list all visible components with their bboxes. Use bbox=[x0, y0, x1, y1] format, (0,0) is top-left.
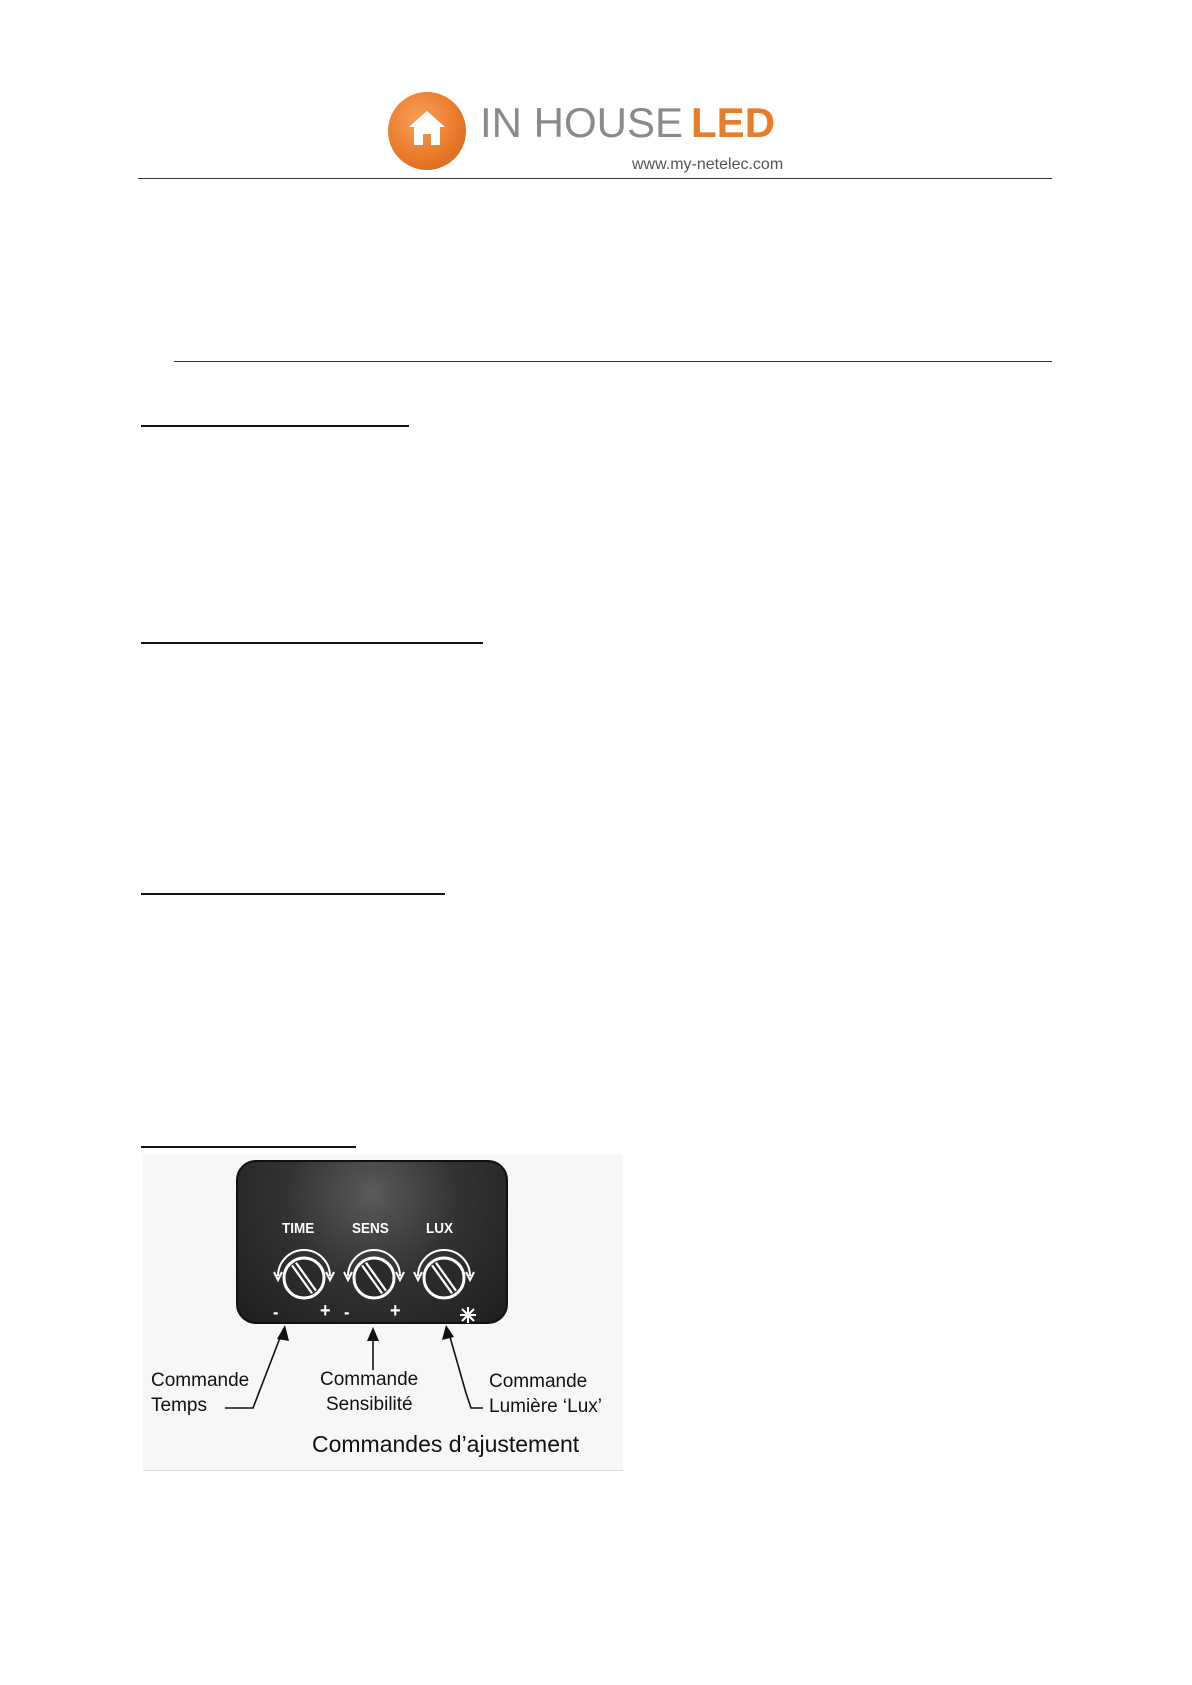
section-underline-4 bbox=[141, 1146, 356, 1148]
callout-time-line2: Temps bbox=[151, 1395, 207, 1416]
callout-sens-line2: Sensibilité bbox=[326, 1394, 413, 1415]
header-divider bbox=[138, 178, 1052, 179]
callout-lux bbox=[489, 1369, 602, 1419]
time-plus-sign: + bbox=[320, 1300, 331, 1322]
knob-label-sens: SENS bbox=[352, 1220, 389, 1237]
figure-caption: Commandes d’ajustement bbox=[312, 1431, 580, 1457]
callout-sens bbox=[320, 1367, 418, 1417]
title-divider bbox=[174, 361, 1052, 362]
callout-time bbox=[151, 1368, 249, 1418]
callout-lux-line2: Lumière ‘Lux’ bbox=[489, 1396, 602, 1417]
logo-url: www.my-netelec.com bbox=[632, 156, 784, 173]
sens-plus-sign: + bbox=[390, 1300, 401, 1322]
callout-time-line1: Commande bbox=[151, 1370, 250, 1391]
adjustment-controls-figure bbox=[143, 1155, 623, 1471]
brand-logo bbox=[388, 90, 808, 176]
section-underline-2 bbox=[141, 642, 483, 644]
knob-label-time: TIME bbox=[282, 1220, 315, 1237]
time-minus-sign: - bbox=[273, 1302, 279, 1322]
callout-sens-line1: Commande bbox=[320, 1369, 419, 1390]
logo-word-primary: IN HOUSE bbox=[480, 99, 684, 146]
logo-word-accent: LED bbox=[691, 99, 776, 146]
knob-label-lux: LUX bbox=[426, 1220, 453, 1237]
house-icon bbox=[388, 92, 466, 170]
logo-wordmark bbox=[480, 99, 776, 146]
section-underline-3 bbox=[141, 893, 445, 895]
sens-minus-sign: - bbox=[344, 1302, 350, 1322]
callout-arrows bbox=[143, 1155, 623, 1470]
section-underline-1 bbox=[141, 425, 409, 427]
callout-lux-line1: Commande bbox=[489, 1371, 588, 1392]
